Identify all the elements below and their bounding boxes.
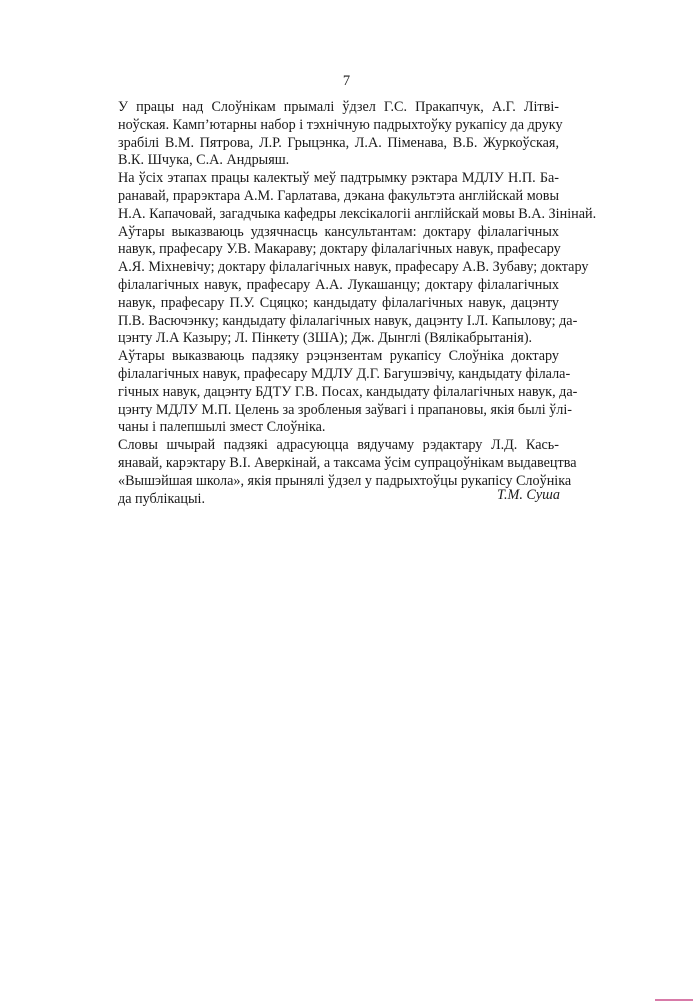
text-line: Аўтары выказваюць падзяку рэцэнзентам рукапісу Слоўніка доктару [118, 348, 559, 365]
page-number: 7 [342, 73, 351, 89]
text-line: А.Я. Міхневічу; доктару філалагічных навук, прафесару А.В. Зубаву; доктару [118, 259, 589, 276]
paragraph-consultants [96, 223, 589, 349]
paragraph-thanks [96, 437, 577, 508]
text-line: П.В. Васючэнку; кандыдату філалагічных навук, дацэнту І.Л. Капылову; да- [118, 312, 578, 329]
text-line: навук, прафесару П.У. Сцяцко; кандыдату філалагічных навук, дацэнту [118, 294, 559, 311]
paragraph-reviewers [96, 348, 578, 437]
text-line: Н.А. Капачовай, загадчыка кафедры лексікалогіі англійскай мовы В.А. Зінінай. [118, 205, 597, 222]
preface-text [96, 99, 597, 508]
text-line: чаны і палепшылі змест Слоўніка. [118, 419, 326, 436]
text-line: У працы над Слоўнікам прымалі ўдзел Г.С. Пракапчук, А.Г. Літві- [118, 99, 559, 115]
text-line: філалагічных навук, прафесару МДЛУ Д.Г. Багушэвічу, кандыдату філала- [118, 365, 571, 382]
text-line: Словы шчырай падзякі адрасуюцца вядучаму рэдактару Л.Д. Кась- [118, 437, 559, 454]
text-line: зрабілі В.М. Пятрова, Л.Р. Грыцэнка, Л.А. Піменава, В.Б. Журкоўская, [118, 134, 559, 151]
text-line: Аўтары выказваюць удзячнасць кансультантам: доктару філалагічных [118, 223, 559, 240]
text-line: В.К. Шчука, С.А. Андрыяш. [118, 152, 290, 169]
text-line: гічных навук, дацэнту БДТУ Г.В. Посах, кандыдату філалагічных навук, да- [118, 383, 578, 400]
text-line: філалагічных навук, прафесару А.А. Лукашанцу; доктару філалагічных [118, 276, 559, 293]
author-signature: Т.М. Суша [496, 487, 560, 503]
text-line: «Вышэйшая школа», якія прынялі ўдзел у падрыхтоўцы рукапісу Слоўніка [118, 472, 572, 489]
text-line: цэнту МДЛУ М.П. Целень за зробленыя заўвагі і прапановы, якія былі ўлі- [118, 401, 573, 418]
text-line: цэнту Л.А Казыру; Л. Пінкету (ЗША); Дж. Дынглі (Вялікабрытанія). [118, 330, 533, 347]
text-line: ноўская. Камп’ютарны набор і тэхнічную падрыхтоўку рукапісу да друку [118, 116, 563, 133]
text-line: навук, прафесару У.В. Макараву; доктару філалагічных навук, прафесару [118, 241, 561, 258]
paragraph-contributors [96, 99, 563, 170]
text-line: ранавай, прарэктара А.М. Гарлатава, дэкана факультэта англійскай мовы [118, 187, 559, 204]
paragraph-support [96, 170, 597, 223]
text-line: да публікацыі. [118, 490, 206, 507]
text-line: На ўсіх этапах працы калектыў меў падтрымку рэктара МДЛУ Н.П. Ба- [118, 170, 559, 187]
text-line: янавай, карэктару В.І. Аверкінай, а таксама ўсім супрацоўнікам выдавецтва [118, 454, 577, 471]
